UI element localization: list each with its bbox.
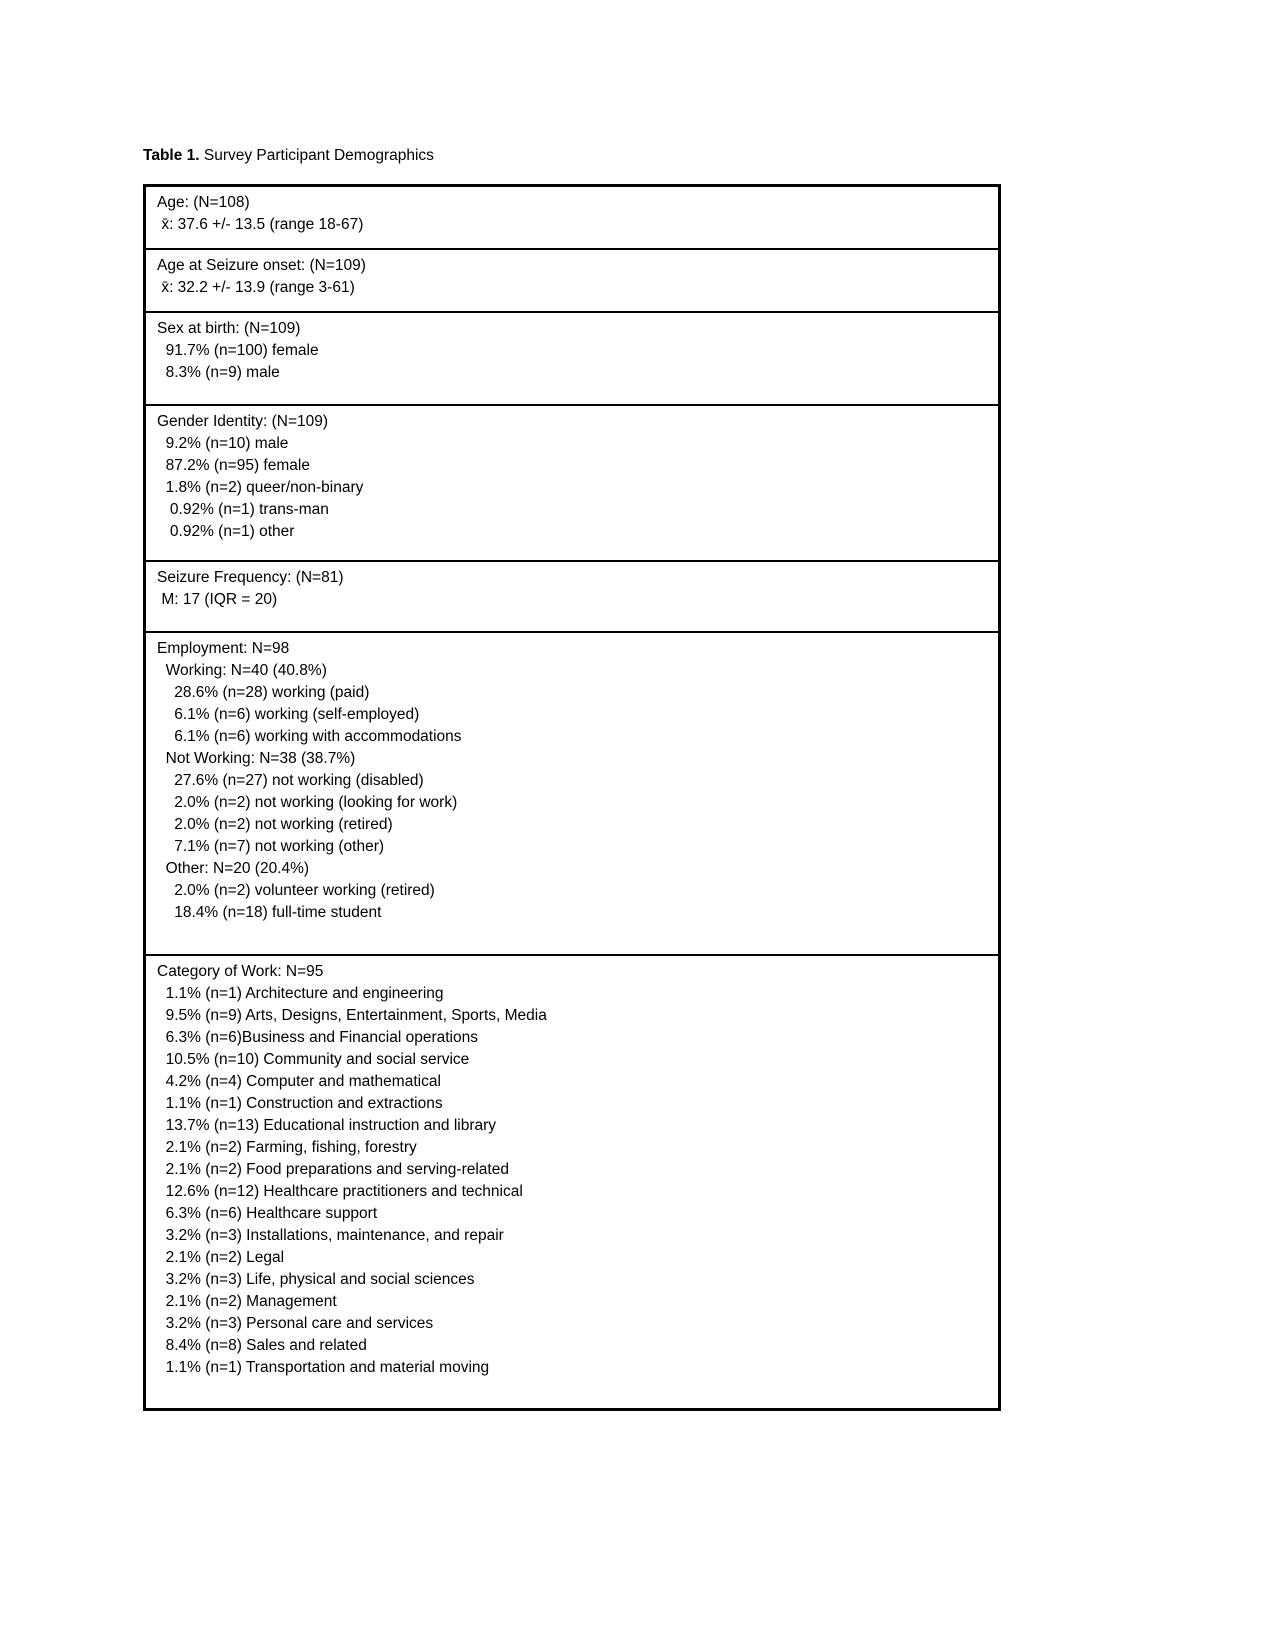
table-line: Gender Identity: (N=109)	[157, 413, 329, 430]
table-line: 6.1% (n=6) working with accommodations	[157, 728, 462, 745]
table-line: 2.1% (n=2) Legal	[157, 1249, 285, 1266]
table-line: 28.6% (n=28) working (paid)	[157, 684, 370, 701]
table-line: 91.7% (n=100) female	[157, 342, 319, 359]
table-line: 6.1% (n=6) working (self-employed)	[157, 706, 420, 723]
table-line: x̄: 32.2 +/- 13.9 (range 3-61)	[157, 279, 355, 296]
table-line: Working: N=40 (40.8%)	[157, 662, 327, 679]
table-section-age	[146, 187, 998, 248]
table-line: 9.2% (n=10) male	[157, 435, 289, 452]
table-section-gender-identity	[146, 404, 998, 560]
table-section-sex-at-birth	[146, 311, 998, 404]
table-line: Age at Seizure onset: (N=109)	[157, 257, 366, 274]
document-page	[143, 146, 1023, 1411]
table-line: 1.1% (n=1) Construction and extractions	[157, 1095, 443, 1112]
table-line: 8.3% (n=9) male	[157, 364, 280, 381]
table-line: 18.4% (n=18) full-time student	[157, 904, 382, 921]
table-line: Other: N=20 (20.4%)	[157, 860, 310, 877]
table-line: 9.5% (n=9) Arts, Designs, Entertainment, Sports, Media	[157, 1007, 547, 1024]
table-line: 13.7% (n=13) Educational instruction and library	[157, 1117, 497, 1134]
table-line: Sex at birth: (N=109)	[157, 320, 301, 337]
table-line: 8.4% (n=8) Sales and related	[157, 1337, 367, 1354]
table-line: 2.1% (n=2) Food preparations and serving-related	[157, 1161, 509, 1178]
table-line: 2.0% (n=2) not working (retired)	[157, 816, 393, 833]
table-line: 3.2% (n=3) Personal care and services	[157, 1315, 434, 1332]
table-line: 2.1% (n=2) Farming, fishing, forestry	[157, 1139, 417, 1156]
table-line: 4.2% (n=4) Computer and mathematical	[157, 1073, 441, 1090]
table-line: Age: (N=108)	[157, 194, 250, 211]
table-line: 12.6% (n=12) Healthcare practitioners and technical	[157, 1183, 523, 1200]
table-line: 2.0% (n=2) not working (looking for work)	[157, 794, 458, 811]
table-line: 7.1% (n=7) not working (other)	[157, 838, 385, 855]
table-line: M: 17 (IQR = 20)	[157, 591, 278, 608]
table-line: x̄: 37.6 +/- 13.5 (range 18-67)	[157, 216, 364, 233]
table-line: Employment: N=98	[157, 640, 290, 657]
table-line: 1.8% (n=2) queer/non-binary	[157, 479, 364, 496]
table-line: Seizure Frequency: (N=81)	[157, 569, 344, 586]
table-section-seizure-frequency	[146, 560, 998, 631]
table-line: Not Working: N=38 (38.7%)	[157, 750, 356, 767]
table-line: Category of Work: N=95	[157, 963, 324, 980]
table-line: 0.92% (n=1) trans-man	[157, 501, 329, 518]
table-line: 10.5% (n=10) Community and social service	[157, 1051, 470, 1068]
demographics-table	[143, 184, 1001, 1411]
table-section-employment	[146, 631, 998, 954]
table-line: 1.1% (n=1) Architecture and engineering	[157, 985, 444, 1002]
table-caption-number: Table 1.	[143, 147, 200, 164]
table-section-category-of-work	[146, 954, 998, 1408]
table-line: 6.3% (n=6) Healthcare support	[157, 1205, 378, 1222]
table-line: 3.2% (n=3) Life, physical and social sciences	[157, 1271, 475, 1288]
table-line: 1.1% (n=1) Transportation and material moving	[157, 1359, 490, 1376]
table-section-age-at-seizure-onset	[146, 248, 998, 311]
table-caption-text: Survey Participant Demographics	[199, 147, 434, 164]
table-line: 87.2% (n=95) female	[157, 457, 310, 474]
table-line: 2.1% (n=2) Management	[157, 1293, 337, 1310]
table-line: 2.0% (n=2) volunteer working (retired)	[157, 882, 435, 899]
table-line: 27.6% (n=27) not working (disabled)	[157, 772, 424, 789]
table-line: 0.92% (n=1) other	[157, 523, 295, 540]
table-line: 3.2% (n=3) Installations, maintenance, and repair	[157, 1227, 504, 1244]
table-caption	[143, 146, 1023, 166]
table-line: 6.3% (n=6)Business and Financial operations	[157, 1029, 478, 1046]
